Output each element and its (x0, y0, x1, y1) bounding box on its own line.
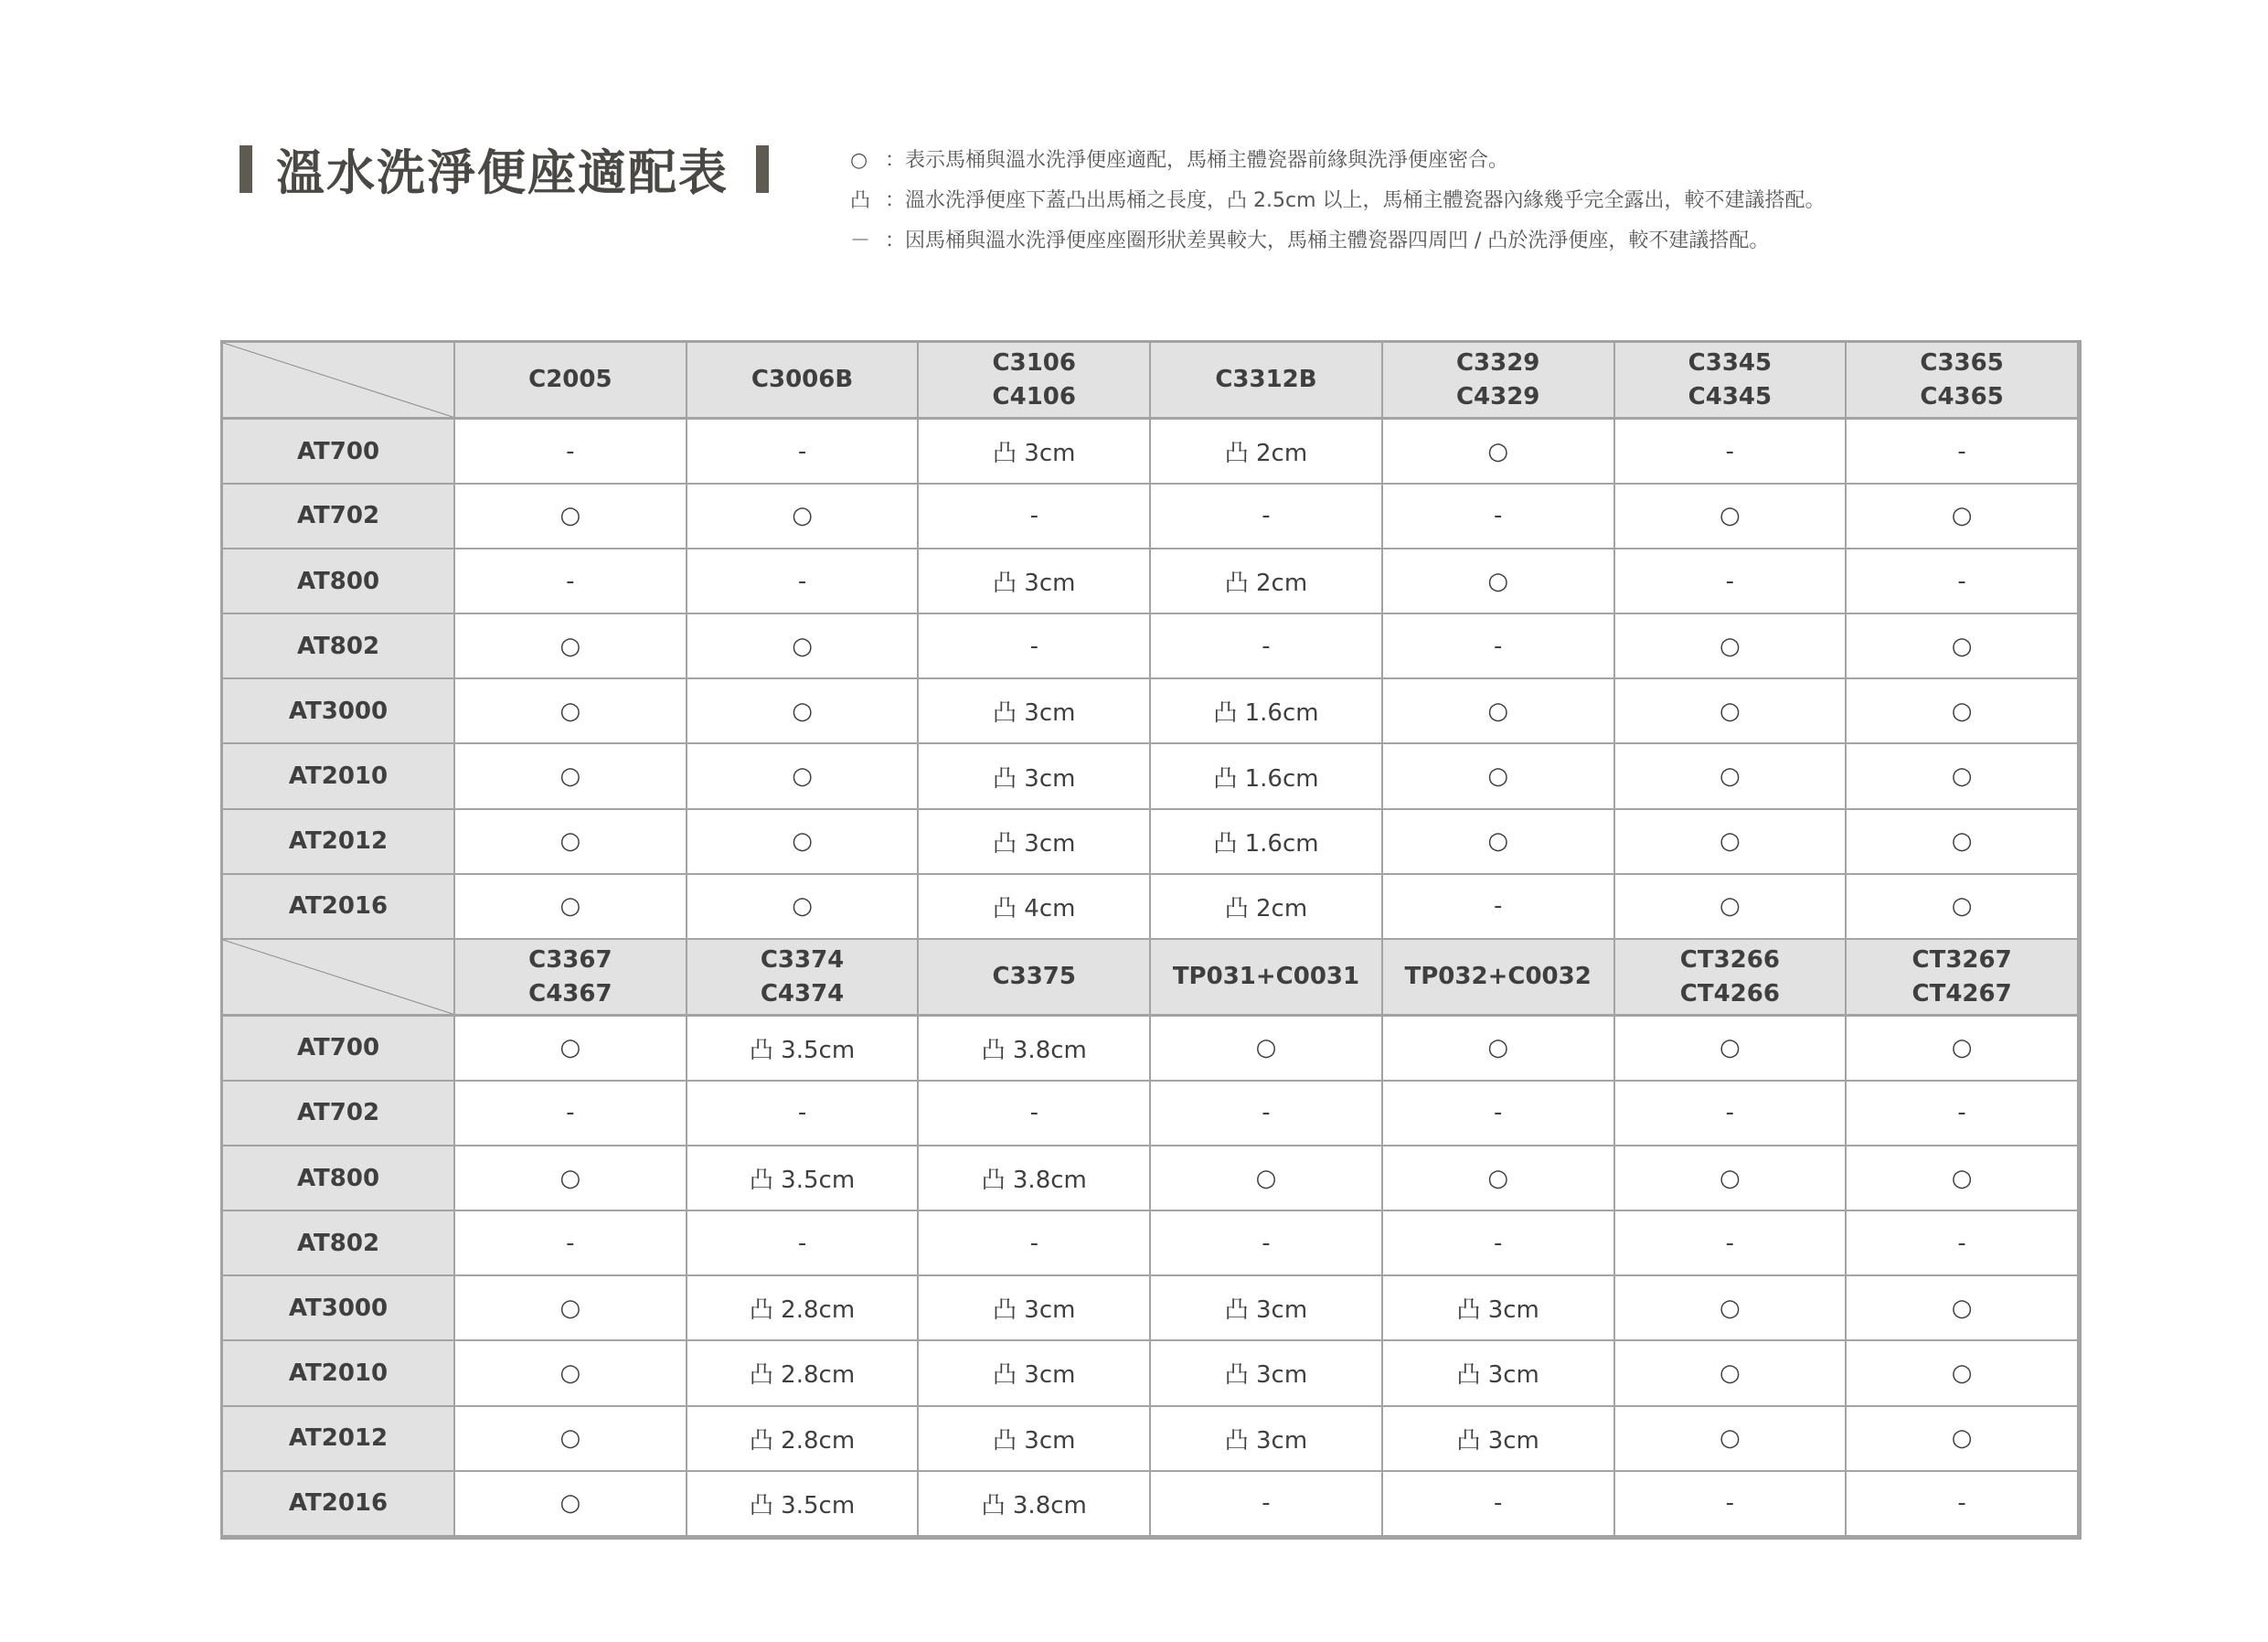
table-cell: ○ (1846, 1275, 2078, 1340)
legend-item (850, 141, 1826, 181)
corner-cell (222, 939, 454, 1016)
table-cell: ○ (1846, 809, 2078, 874)
table-cell: ○ (454, 874, 687, 939)
table-cell: - (1846, 1471, 2078, 1536)
table-cell: - (918, 613, 1150, 678)
title-bar-left (240, 145, 252, 193)
column-header: C3312B (1150, 342, 1382, 419)
column-header: C3374 C4374 (687, 939, 919, 1016)
table-cell: ○ (687, 809, 919, 874)
legend-item (850, 181, 1826, 221)
table-cell: - (1382, 874, 1614, 939)
row-header: AT800 (222, 1146, 454, 1210)
table-cell: ○ (1614, 1406, 1847, 1471)
table-cell: ○ (454, 809, 687, 874)
table-cell: ○ (1846, 613, 2078, 678)
table-cell: - (1846, 549, 2078, 613)
table-cell: - (1150, 484, 1382, 549)
legend-text: ：溫水洗淨便座下蓋凸出馬桶之長度，凸 2.5cm 以上，馬桶主體瓷器內緣幾乎完全露出，較不建議搭配。 (885, 189, 1826, 212)
table-cell: 凸 3cm (918, 549, 1150, 613)
table-cell: - (687, 1210, 919, 1275)
table-cell: ○ (1382, 549, 1614, 613)
table-cell: - (1614, 549, 1847, 613)
table-cell: 凸 2cm (1150, 549, 1382, 613)
table-cell: 凸 2.8cm (687, 1275, 919, 1340)
table-cell: ○ (1614, 1340, 1847, 1405)
table-cell: ○ (454, 1471, 687, 1536)
table-cell: 凸 2cm (1150, 419, 1382, 484)
table-cell: - (454, 549, 687, 613)
table-cell: 凸 3cm (918, 419, 1150, 484)
table-cell: ○ (1846, 484, 2078, 549)
table-cell: ○ (1614, 484, 1847, 549)
legend-symbol: 凸 (850, 189, 871, 212)
table-cell: ○ (687, 484, 919, 549)
table-cell: ○ (1614, 809, 1847, 874)
diagonal-line (223, 940, 453, 1014)
row-header: AT2010 (222, 1340, 454, 1405)
table-cell: - (687, 1081, 919, 1146)
table-cell: - (1846, 1081, 2078, 1146)
row-header: AT802 (222, 613, 454, 678)
legend-symbol: － (850, 229, 871, 252)
table-cell: 凸 3cm (918, 743, 1150, 808)
table-cell: - (1382, 613, 1614, 678)
row-header: AT700 (222, 1016, 454, 1081)
diagonal-line (223, 343, 453, 417)
compatibility-table (221, 341, 2079, 1537)
legend-symbol: ○ (850, 149, 868, 172)
column-header: CT3266 CT4266 (1614, 939, 1847, 1016)
column-header: C3006B (687, 342, 919, 419)
table-cell: ○ (1614, 1275, 1847, 1340)
table-row (222, 1340, 2078, 1405)
table-cell: - (454, 1081, 687, 1146)
table-row (222, 809, 2078, 874)
table-cell: ○ (687, 678, 919, 743)
table-cell: - (1150, 1081, 1382, 1146)
table-cell: - (1150, 1210, 1382, 1275)
table-cell: 凸 2cm (1150, 874, 1382, 939)
table-cell: - (1382, 1081, 1614, 1146)
table-cell: ○ (454, 1016, 687, 1081)
table-cell: - (1382, 484, 1614, 549)
table-row (222, 1471, 2078, 1536)
table-cell: ○ (1846, 874, 2078, 939)
table-row (222, 549, 2078, 613)
table-cell: - (1614, 1471, 1847, 1536)
table-cell: 凸 3.5cm (687, 1016, 919, 1081)
column-header: C3106 C4106 (918, 342, 1150, 419)
table-cell: 凸 3.5cm (687, 1471, 919, 1536)
table-cell: 凸 3cm (918, 809, 1150, 874)
legend-text: ：因馬桶與溫水洗淨便座座圈形狀差異較大，馬桶主體瓷器四周凹 / 凸於洗淨便座，較不建議搭配。 (885, 229, 1770, 252)
table-cell: 凸 3.8cm (918, 1016, 1150, 1081)
table-cell: - (1614, 419, 1847, 484)
table-cell: 凸 3cm (1382, 1275, 1614, 1340)
table-cell: - (454, 419, 687, 484)
table-cell: - (918, 1210, 1150, 1275)
table-cell: 凸 2.8cm (687, 1406, 919, 1471)
row-header: AT2016 (222, 874, 454, 939)
table-row (222, 1146, 2078, 1210)
table-row (222, 1016, 2078, 1081)
row-header: AT802 (222, 1210, 454, 1275)
table-row (222, 1275, 2078, 1340)
table-cell: ○ (687, 874, 919, 939)
table-header-row (222, 342, 2078, 419)
column-header: TP032+C0032 (1382, 939, 1614, 1016)
column-header: C3365 C4365 (1846, 342, 2078, 419)
table-cell: - (454, 1210, 687, 1275)
row-header: AT702 (222, 484, 454, 549)
column-header: C3345 C4345 (1614, 342, 1847, 419)
table-cell: - (1150, 1471, 1382, 1536)
table-cell: 凸 3cm (1150, 1340, 1382, 1405)
row-header: AT700 (222, 419, 454, 484)
table-cell: 凸 3cm (1150, 1406, 1382, 1471)
table-cell: ○ (454, 1275, 687, 1340)
column-header: C3375 (918, 939, 1150, 1016)
table-cell: 凸 4cm (918, 874, 1150, 939)
table-cell: ○ (1614, 1016, 1847, 1081)
table-row (222, 1406, 2078, 1471)
table-cell: - (918, 1081, 1150, 1146)
table-cell: 凸 1.6cm (1150, 809, 1382, 874)
table-cell: ○ (1614, 678, 1847, 743)
row-header: AT2012 (222, 1406, 454, 1471)
table-cell: - (1614, 1210, 1847, 1275)
table-cell: ○ (1614, 613, 1847, 678)
table-cell: ○ (454, 1340, 687, 1405)
table-row (222, 1210, 2078, 1275)
column-header: TP031+C0031 (1150, 939, 1382, 1016)
row-header: AT2012 (222, 809, 454, 874)
table-cell: ○ (1382, 678, 1614, 743)
table-cell: 凸 1.6cm (1150, 678, 1382, 743)
table-cell: ○ (1846, 1406, 2078, 1471)
table-cell: ○ (454, 678, 687, 743)
row-header: AT2010 (222, 743, 454, 808)
legend (850, 141, 1826, 261)
table-cell: ○ (454, 743, 687, 808)
legend-text: ：表示馬桶與溫水洗淨便座適配，馬桶主體瓷器前緣與洗淨便座密合。 (885, 149, 1509, 172)
table-cell: 凸 3.5cm (687, 1146, 919, 1210)
table-row (222, 1081, 2078, 1146)
table-cell: - (1382, 1471, 1614, 1536)
table-cell: 凸 3cm (1150, 1275, 1382, 1340)
table-row (222, 874, 2078, 939)
row-header: AT702 (222, 1081, 454, 1146)
table-cell: ○ (1382, 743, 1614, 808)
table-cell: - (1846, 1210, 2078, 1275)
table-cell: 凸 3cm (1382, 1406, 1614, 1471)
table-cell: ○ (454, 613, 687, 678)
table-cell: - (1150, 613, 1382, 678)
table-cell: ○ (1846, 743, 2078, 808)
table-row (222, 613, 2078, 678)
table-cell: ○ (1150, 1146, 1382, 1210)
table-cell: ○ (1846, 678, 2078, 743)
table-cell: 凸 3cm (1382, 1340, 1614, 1405)
table-cell: ○ (1846, 1146, 2078, 1210)
table-cell: ○ (1382, 809, 1614, 874)
table-row (222, 419, 2078, 484)
table-cell: ○ (1614, 874, 1847, 939)
row-header: AT2016 (222, 1471, 454, 1536)
table-cell: ○ (1846, 1340, 2078, 1405)
table-row (222, 678, 2078, 743)
table-cell: 凸 3cm (918, 1275, 1150, 1340)
column-header: C2005 (454, 342, 687, 419)
corner-cell (222, 342, 454, 419)
table-cell: 凸 3cm (918, 1406, 1150, 1471)
table-cell: ○ (687, 743, 919, 808)
table-cell: 凸 2.8cm (687, 1340, 919, 1405)
page-title: 溫水洗淨便座適配表 (276, 145, 729, 201)
table-cell: ○ (687, 613, 919, 678)
table-row (222, 484, 2078, 549)
table-cell: - (1382, 1210, 1614, 1275)
table-cell: - (1614, 1081, 1847, 1146)
table-cell: - (687, 419, 919, 484)
column-header: C3367 C4367 (454, 939, 687, 1016)
row-header: AT800 (222, 549, 454, 613)
table-cell: ○ (1382, 1016, 1614, 1081)
table-cell: ○ (1150, 1016, 1382, 1081)
legend-item (850, 221, 1826, 261)
row-header: AT3000 (222, 678, 454, 743)
table-cell: 凸 3.8cm (918, 1471, 1150, 1536)
table-cell: ○ (1614, 1146, 1847, 1210)
table-cell: ○ (1382, 1146, 1614, 1210)
page-title-block (240, 137, 769, 201)
table-cell: ○ (1846, 1016, 2078, 1081)
table-header-row (222, 939, 2078, 1016)
table-cell: ○ (1382, 419, 1614, 484)
table-cell: - (918, 484, 1150, 549)
title-bar-right (756, 145, 769, 193)
table-cell: 凸 3.8cm (918, 1146, 1150, 1210)
table-cell: ○ (454, 1146, 687, 1210)
table-cell: - (1846, 419, 2078, 484)
table-cell: 凸 1.6cm (1150, 743, 1382, 808)
table-cell: - (687, 549, 919, 613)
table-cell: ○ (454, 1406, 687, 1471)
column-header: CT3267 CT4267 (1846, 939, 2078, 1016)
table-cell: 凸 3cm (918, 678, 1150, 743)
column-header: C3329 C4329 (1382, 342, 1614, 419)
table-row (222, 743, 2078, 808)
table-cell: 凸 3cm (918, 1340, 1150, 1405)
table-cell: ○ (454, 484, 687, 549)
table-cell: ○ (1614, 743, 1847, 808)
row-header: AT3000 (222, 1275, 454, 1340)
